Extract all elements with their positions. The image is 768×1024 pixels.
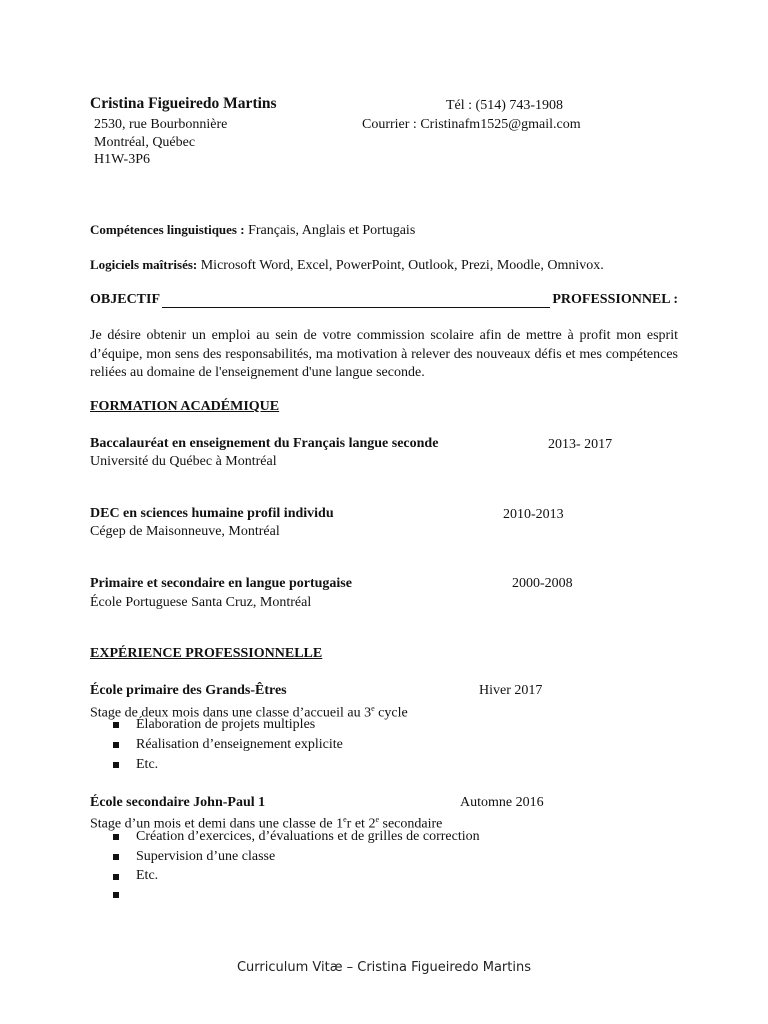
education-title: Baccalauréat en enseignement du Français langue seconde — [90, 436, 439, 451]
software-line — [90, 256, 604, 274]
bullet-item: Etc. — [112, 755, 343, 775]
education-institution: École Portuguese Santa Cruz, Montréal — [90, 595, 312, 610]
education-dates: 2000-2008 — [512, 576, 573, 591]
experience-bullet-list — [112, 715, 343, 775]
bullet-item: Réalisation d’enseignement explicite — [112, 735, 343, 755]
bullet-item — [112, 885, 480, 903]
description-text: r et 2 — [346, 816, 376, 832]
description-text: cycle — [374, 705, 408, 721]
software-value: Microsoft Word, Excel, PowerPoint, Outlook, Prezi, Moodle, Omnivox. — [200, 258, 604, 273]
education-institution: Université du Québec à Montréal — [90, 454, 277, 469]
objective-heading-right: PROFESSIONNEL : — [552, 292, 678, 307]
description-superscript: e — [343, 815, 347, 824]
education-heading: FORMATION ACADÉMIQUE — [90, 399, 280, 414]
bullet-item: Élaboration de projets multiples — [112, 715, 343, 735]
education-institution: Cégep de Maisonneuve, Montréal — [90, 524, 280, 539]
address-city: Montréal, Québec — [94, 135, 196, 150]
page-footer: Curriculum Vitæ – Cristina Figueiredo Martins — [236, 960, 531, 975]
experience-dates: Automne 2016 — [460, 795, 544, 810]
experience-bullet-list — [112, 827, 480, 903]
experience-employer: École secondaire John-Paul 1 — [90, 795, 266, 810]
description-text: Stage de deux mois dans une classe d’accueil au 3 — [90, 705, 372, 721]
education-dates: 2013- 2017 — [548, 437, 613, 452]
experience-heading: EXPÉRIENCE PROFESSIONNELLE — [90, 646, 323, 661]
email-address: Courrier : Cristinafm1525@gmail.com — [362, 117, 581, 132]
phone-number: Tél : (514) 743-1908 — [446, 98, 564, 113]
objective-heading-left: OBJECTIF — [90, 292, 161, 307]
bullet-item: Supervision d’une classe — [112, 847, 480, 867]
objective-text: Je désire obtenir un emploi au sein de votre commission scolaire afin de mettre à profit mon esprit d’équipe, mon sens des responsabilités, ma motivation à relever des nouveaux défis et mes compétences reliées au domaine de l'enseignement d'une langue seconde. — [90, 328, 678, 380]
languages-label: Compétences linguistiques : — [90, 222, 245, 237]
candidate-name: Cristina Figueiredo Martins — [90, 95, 277, 112]
objective-heading — [90, 292, 678, 309]
description-superscript: e — [375, 815, 379, 824]
address-postal: H1W-3P6 — [94, 152, 150, 167]
address-street: 2530, rue Bourbonnière — [94, 117, 228, 132]
bullet-item: Etc. — [112, 867, 480, 885]
description-text: secondaire — [379, 816, 443, 832]
experience-dates: Hiver 2017 — [479, 683, 543, 698]
bullet-item: Création d’exercices, d’évaluations et de grilles de correction — [112, 827, 480, 847]
languages-line — [90, 221, 415, 239]
education-title: Primaire et secondaire en langue portugaise — [90, 576, 352, 591]
software-label: Logiciels maîtrisés: — [90, 257, 198, 272]
description-superscript: e — [371, 704, 375, 713]
description-text: Stage d’un mois et demi dans une classe de 1 — [90, 816, 344, 832]
education-title: DEC en sciences humaine profil individu — [90, 506, 334, 521]
experience-employer: École primaire des Grands-Êtres — [90, 683, 287, 698]
education-dates: 2010-2013 — [503, 507, 564, 522]
languages-value: Français, Anglais et Portugais — [248, 223, 416, 238]
